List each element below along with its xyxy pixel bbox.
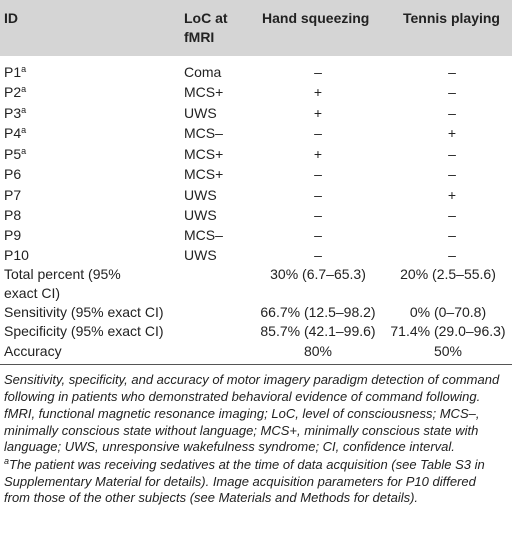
header-hand-squeezing: Hand squeezing bbox=[262, 10, 370, 26]
specificity-hand-value: 85.7% (42.1–99.6) bbox=[260, 323, 376, 339]
hand-result: + bbox=[313, 84, 323, 100]
loc-value: MCS+ bbox=[184, 166, 224, 182]
sensitivity-tennis-value: 0% (0–70.8) bbox=[409, 304, 487, 320]
patient-id: P9 bbox=[4, 227, 22, 243]
table-header bbox=[0, 0, 512, 56]
patient-id: P1$^a$ bbox=[4, 64, 27, 80]
loc-value: MCS+ bbox=[184, 84, 224, 100]
header-id: ID bbox=[4, 10, 18, 26]
tennis-result: – bbox=[448, 64, 456, 80]
loc-value: UWS bbox=[184, 105, 217, 121]
patient-id: P10 bbox=[4, 247, 29, 263]
abbreviations-note: fMRI, functional magnetic resonance imaging; LoC, level of consciousness; MCS–, minimally conscious state without language; MCS+, minimally conscious state with language; UWS, unresponsive wakefulness syndrome; CI, confidence interval. bbox=[4, 406, 480, 455]
total-tennis-value: 20% (2.5–55.6) bbox=[400, 266, 496, 282]
hand-result: + bbox=[313, 146, 323, 162]
tennis-result: – bbox=[448, 247, 456, 263]
accuracy-tennis-value: 50% bbox=[433, 343, 463, 359]
hand-result: + bbox=[313, 105, 323, 121]
specificity-label: Specificity (95% exact CI) bbox=[4, 323, 164, 339]
patient-id: P5$^a$ bbox=[4, 146, 27, 162]
hand-result: – bbox=[314, 227, 322, 243]
tennis-result: – bbox=[448, 146, 456, 162]
tennis-result: – bbox=[448, 166, 456, 182]
hand-result: – bbox=[314, 125, 322, 141]
accuracy-hand-value: 80% bbox=[303, 343, 333, 359]
hand-result: – bbox=[314, 64, 322, 80]
sensitivity-label: Sensitivity (95% exact CI) bbox=[4, 304, 164, 320]
loc-value: MCS+ bbox=[184, 146, 224, 162]
hand-result: – bbox=[314, 166, 322, 182]
patient-id: P8 bbox=[4, 207, 22, 223]
hand-result: – bbox=[314, 187, 322, 203]
patient-id: P7 bbox=[4, 187, 22, 203]
table-caption: Sensitivity, specificity, and accuracy of motor imagery paradigm detection of command following in patients who demonstrated behavioral evidence of command following. bbox=[4, 372, 500, 404]
patient-id: P4$^a$ bbox=[4, 125, 27, 141]
header-loc-line1: LoC at bbox=[184, 10, 228, 26]
patient-id: P2$^a$ bbox=[4, 84, 27, 100]
tennis-result: + bbox=[447, 125, 457, 141]
tennis-result: – bbox=[448, 227, 456, 243]
total-hand-value: 30% (6.7–65.3) bbox=[270, 266, 366, 282]
tennis-result: + bbox=[447, 187, 457, 203]
patient-id: P3$^a$ bbox=[4, 105, 27, 121]
loc-value: UWS bbox=[184, 247, 217, 263]
total-percent-label: Total percent (95% exact CI) bbox=[4, 266, 121, 301]
patient-id: P6 bbox=[4, 166, 22, 182]
loc-value: Coma bbox=[184, 64, 222, 80]
table-bottom-rule bbox=[0, 364, 512, 365]
tennis-result: – bbox=[448, 207, 456, 223]
table-notes bbox=[4, 372, 504, 507]
accuracy-label: Accuracy bbox=[4, 343, 62, 359]
specificity-tennis-value: 71.4% (29.0–96.3) bbox=[390, 323, 506, 339]
tennis-result: – bbox=[448, 105, 456, 121]
header-loc-line2: fMRI bbox=[184, 29, 215, 45]
loc-value: MCS– bbox=[184, 227, 223, 243]
footnote-a: $^a$The patient was receiving sedatives at the time of data acquisition (see Table S3 in Supplementary Material for details). Image acquisition parameters for P10 differed from those of the other subjects (see Materials and Methods for details). bbox=[4, 455, 485, 506]
header-tennis-playing: Tennis playing bbox=[403, 10, 500, 26]
hand-result: – bbox=[314, 207, 322, 223]
sensitivity-hand-value: 66.7% (12.5–98.2) bbox=[260, 304, 376, 320]
header-loc bbox=[184, 9, 228, 47]
loc-value: UWS bbox=[184, 207, 217, 223]
loc-value: MCS– bbox=[184, 125, 223, 141]
tennis-result: – bbox=[448, 84, 456, 100]
loc-value: UWS bbox=[184, 187, 217, 203]
hand-result: – bbox=[314, 247, 322, 263]
